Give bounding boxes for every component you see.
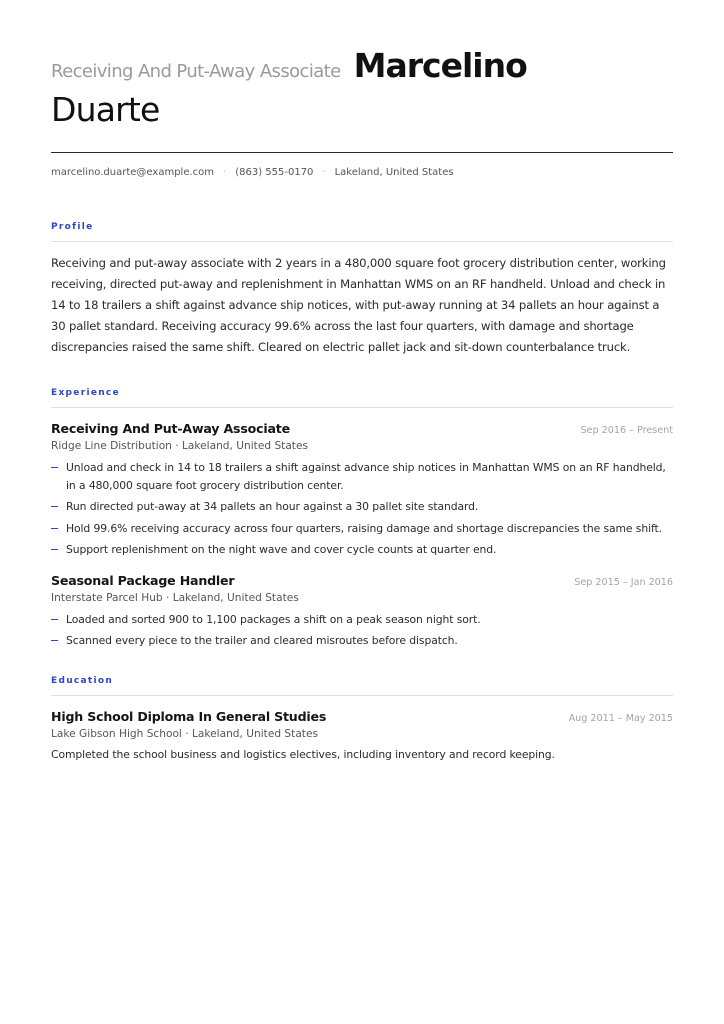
education-section <box>51 676 673 761</box>
experience-section <box>51 388 673 650</box>
headline: Receiving And Put-Away Associate <box>51 61 341 82</box>
job-entry <box>51 573 673 650</box>
bullet-text: Scanned every piece to the trailer and cleared misroutes before dispatch. <box>66 634 458 647</box>
bullet-item <box>51 541 673 559</box>
job-dates: Sep 2016 – Present <box>580 425 673 436</box>
section-title: Experience <box>51 388 120 398</box>
dash-icon <box>51 549 58 550</box>
section-title: Education <box>51 675 114 686</box>
section-divider <box>51 241 673 242</box>
header-divider <box>51 152 673 153</box>
job-header <box>51 421 673 436</box>
education-header <box>51 709 673 724</box>
bullet-item <box>51 459 673 494</box>
dash-icon <box>51 640 58 641</box>
contact-email[interactable]: marcelino.duarte@example.com <box>51 167 215 178</box>
profile-summary: Receiving and put-away associate with 2 years in a 480,000 square foot grocery distribution center, working receiving, directed put-away and replenishment in Manhattan WMS on an RF handheld. Unload and check in 14 to 18 trailers a shift against advance ship notices, with put-away running at 34 pallets an hour against a 30 pallet standard. Receiving accuracy 99.6% across the last four quarters, with damage and shortage discrepancies raised the same shift. Cleared on electric pallet jack and sit-down counterbalance truck. <box>51 256 666 354</box>
bullet-item <box>51 632 673 650</box>
job-title: Receiving And Put-Away Associate <box>51 421 290 436</box>
bullet-text: Support replenishment on the night wave and cover cycle counts at quarter end. <box>66 543 497 556</box>
name-line <box>51 46 673 92</box>
contact-phone[interactable]: (863) 555-0170 <box>235 167 314 178</box>
last-name: Duarte <box>51 90 160 129</box>
contact-location: Lakeland, United States <box>334 167 454 178</box>
bullet-item <box>51 611 673 629</box>
job-entry <box>51 421 673 559</box>
bullet-text: Hold 99.6% receiving accuracy across four quarters, raising damage and shortage discrepancies the same shift. <box>66 521 662 535</box>
job-dates: Sep 2015 – Jan 2016 <box>574 576 673 588</box>
profile-section <box>51 222 673 358</box>
contact-separator: · <box>322 167 326 178</box>
job-bullets <box>51 611 673 650</box>
job-employer: Ridge Line Distribution · Lakeland, United States <box>51 440 309 452</box>
dash-icon <box>51 528 58 529</box>
contact-line <box>51 167 673 178</box>
job-employer: Interstate Parcel Hub · Lakeland, United States <box>51 591 299 604</box>
bullet-text: Run directed put-away at 34 pallets an hour against a 30 pallet site standard. <box>66 500 479 513</box>
dash-icon <box>51 506 58 507</box>
section-divider <box>51 695 673 696</box>
dash-icon <box>51 619 58 620</box>
contact-separator: · <box>223 167 227 178</box>
education-title: High School Diploma In General Studies <box>51 708 327 724</box>
education-dates: Aug 2011 – May 2015 <box>568 712 673 724</box>
job-title: Seasonal Package Handler <box>51 572 235 588</box>
first-name: Marcelino <box>353 46 527 85</box>
bullet-item <box>51 498 673 516</box>
section-divider <box>51 407 673 408</box>
job-bullets <box>51 459 673 559</box>
bullet-text: Unload and check in 14 to 18 trailers a shift against advance ship notices in Manhattan WMS on an RF handheld, in a 480,000 square foot grocery distribution center. <box>66 461 666 492</box>
education-school: Lake Gibson High School · Lakeland, United States <box>51 727 318 740</box>
job-header <box>51 573 673 588</box>
education-description: Completed the school business and logistics electives, including inventory and record keeping. <box>51 747 555 761</box>
dash-icon <box>51 467 58 468</box>
bullet-item <box>51 520 673 538</box>
resume-header <box>51 0 673 178</box>
section-title: Profile <box>51 222 94 232</box>
education-entry <box>51 709 673 761</box>
bullet-text: Loaded and sorted 900 to 1,100 packages a shift on a peak season night sort. <box>66 612 481 626</box>
